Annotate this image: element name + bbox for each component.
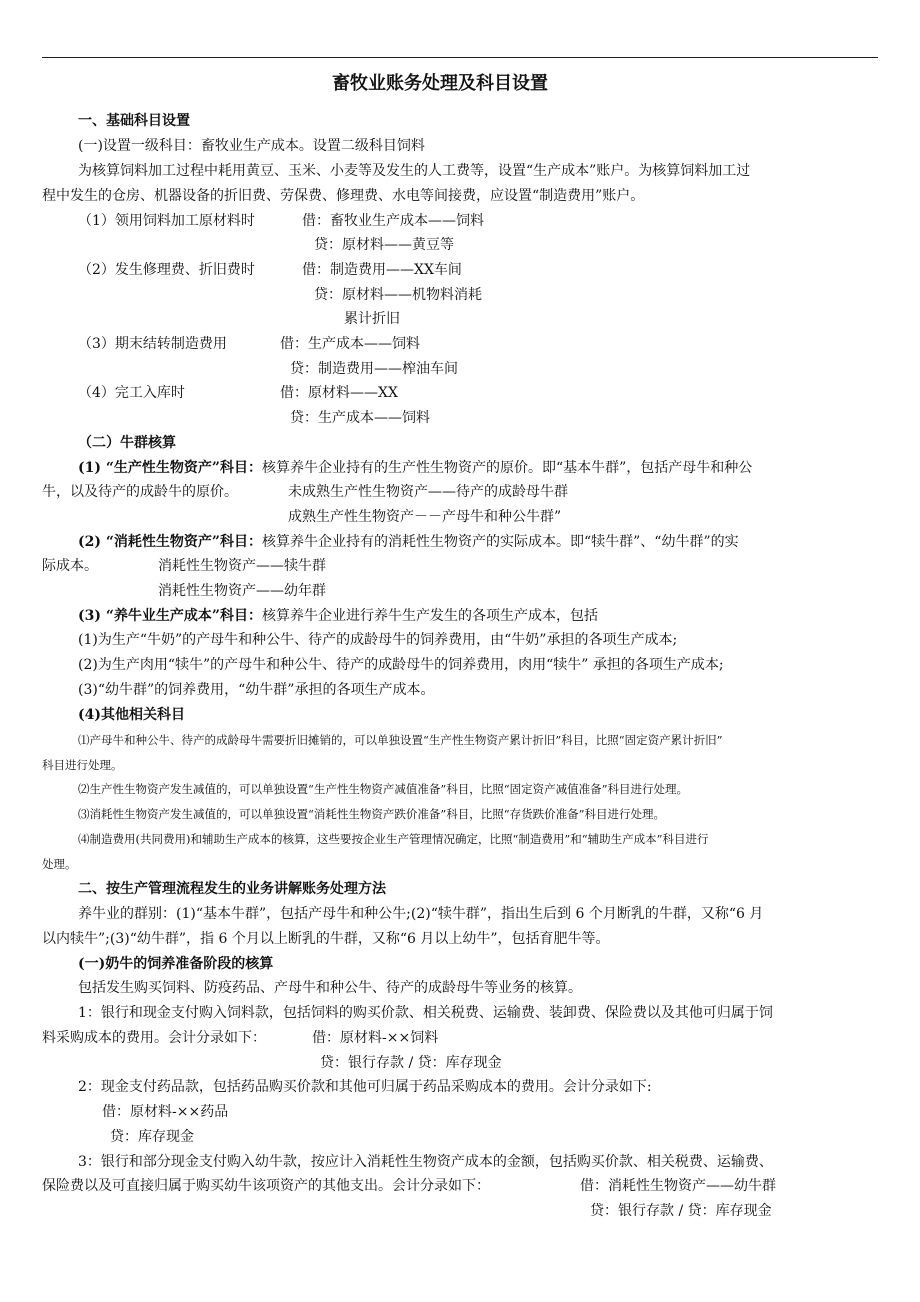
entry1-debit: 借：畜牧业生产成本——饲料 <box>302 213 484 229</box>
s2-sub-heading: (一)奶牛的饲养准备阶段的核算 <box>78 956 274 972</box>
page-title: 畜牧业账务处理及科目设置 <box>332 73 548 94</box>
entry3-label: （3）期末结转制造费用 <box>78 336 227 352</box>
entry2-credit1: 贷：原材料——机物料消耗 <box>314 287 482 303</box>
p1-line2b: 未成熟生产性生物资产——待产的成龄母牛群 <box>288 484 568 500</box>
p3-item2: (2)为生产肉用“犊牛”的产母牛和种公牛、待产的成龄母牛的饲养费用，肉用“犊牛” 承担的各项生产成本; <box>78 657 724 673</box>
p2-text: 核算养牛企业持有的消耗性生物资产的实际成本。即“犊牛群”、“幼牛群”的实 <box>261 534 739 550</box>
section-2-heading: 二、按生产管理流程发生的业务讲解账务处理方法 <box>78 881 386 897</box>
entry1-label: （1）领用饲料加工原材料时 <box>78 213 255 229</box>
p2-line2a: 际成本。 <box>42 558 98 574</box>
p1-line2a: 牛，以及待产的成龄牛的原价。 <box>42 484 238 500</box>
item2-line1: 2：现金支付药品款，包括药品购买价款和其他可归属于药品采购成本的费用。会计分录如下: <box>78 1079 652 1095</box>
item2-credit: 贷：库存现金 <box>110 1129 194 1145</box>
entry2-label: （2）发生修理费、折旧费时 <box>78 262 255 278</box>
item3-line1: 3：银行和部分现金支付购入幼牛款，按应计入消耗性生物资产成本的金额，包括购买价款、相关税费、运输费、 <box>78 1154 773 1170</box>
item1-credit: 贷：银行存款 / 贷：库存现金 <box>320 1055 502 1071</box>
p2-line3: 消耗性生物资产——幼年群 <box>158 583 326 599</box>
header-rule <box>42 57 878 58</box>
item2-debit: 借：原材料-××药品 <box>102 1104 229 1120</box>
s2-sub-intro: 包括发生购买饲料、防疫药品、产母牛和种公牛、待产的成龄母牛等业务的核算。 <box>78 980 582 996</box>
p1-line1 <box>78 458 752 478</box>
note4-line1: ⑷制造费用(共同费用)和辅助生产成本的核算，这些要按企业生产管理情况确定，比照“制造费用”和“辅助生产成本”科目进行 <box>78 832 709 846</box>
entry4-credit: 贷：生产成本——饲料 <box>290 410 430 426</box>
entry3-debit: 借：生产成本——饲料 <box>280 336 420 352</box>
p2-line1 <box>78 532 739 552</box>
p3-item3: (3)“幼牛群”的饲养费用，“幼牛群”承担的各项生产成本。 <box>78 682 435 698</box>
p2-line2b: 消耗性生物资产——犊牛群 <box>158 558 326 574</box>
s2-intro-line2: 以内犊牛”;(3)“幼牛群”，指 6 个月以上断乳的牛群，又称“6 月以上幼牛”，包括育肥牛等。 <box>42 931 610 947</box>
p3-text: 核算养牛企业进行养牛生产发生的各项生产成本，包括 <box>261 608 598 624</box>
p3-item1: (1)为生产“牛奶”的产母牛和种公牛、待产的成龄母牛的饲养费用，由“牛奶”承担的各项生产成本; <box>78 632 678 648</box>
item3-credit: 贷：银行存款 / 贷：库存现金 <box>590 1203 772 1219</box>
note4-line2: 处理。 <box>42 857 77 871</box>
p1-text: 核算养牛企业持有的生产性生物资产的原价。即“基本牛群”，包括产母牛和种公 <box>261 460 753 476</box>
p3-line1 <box>78 606 598 626</box>
item3-debit: 借：消耗性生物资产——幼牛群 <box>580 1178 776 1194</box>
item3-line2: 保险费以及可直接归属于购买幼牛该项资产的其他支出。会计分录如下： <box>42 1178 490 1194</box>
s2-intro-line1: 养牛业的群别：(1)“基本牛群”，包括产母牛和种公牛;(2)“犊牛群”，指出生后到 6 个月断乳的牛群，又称“6 月 <box>78 906 764 922</box>
entry2-debit: 借：制造费用——XX车间 <box>302 262 462 278</box>
para1-line2: 程中发生的仓房、机器设备的折旧费、劳保费、修理费、水电等间接费，应设置“制造费用”账户。 <box>42 188 645 204</box>
entry3-credit: 贷：制造费用——榨油车间 <box>290 361 458 377</box>
item1-line2: 料采购成本的费用。会计分录如下： <box>42 1030 266 1046</box>
subsection-b-heading: （二）牛群核算 <box>78 435 176 451</box>
p1-bold: (1) “生产性生物资产”科目： <box>78 460 262 476</box>
note3: ⑶消耗性生物资产发生减值的，可以单独设置“消耗性生物资产跌价准备”科目，比照“存货跌价准备”科目进行处理。 <box>78 807 666 821</box>
entry2-credit2: 累计折旧 <box>344 311 400 327</box>
p2-bold: (2) “消耗性生物资产”科目： <box>78 534 262 550</box>
p3-bold: (3) “养牛业生产成本”科目： <box>78 608 262 624</box>
entry4-label: （4）完工入库时 <box>78 385 185 401</box>
section-1-heading: 一、基础科目设置 <box>78 113 190 129</box>
subsection-a-line: (一)设置一级科目：畜牧业生产成本。设置二级科目饲料 <box>78 138 425 154</box>
para1-line1: 为核算饲料加工过程中耗用黄豆、玉米、小麦等及发生的人工费等，设置“生产成本”账户。为核算饲料加工过 <box>78 163 751 179</box>
item1-debit: 借：原材料-××饲料 <box>312 1030 439 1046</box>
note1-line2: 科目进行处理。 <box>42 758 123 772</box>
note1-line1: ⑴产母牛和种公牛、待产的成龄母牛需要折旧摊销的，可以单独设置“生产性生物资产累计折旧”科目，比照“固定资产累计折旧” <box>78 733 723 747</box>
entry1-credit: 贷：原材料——黄豆等 <box>314 237 454 253</box>
note2: ⑵生产性生物资产发生减值的，可以单独设置“生产性生物资产减值准备”科目，比照“固定资产减值准备”科目进行处理。 <box>78 782 689 796</box>
p1-line3: 成熟生产性生物资产－－产母牛和种公牛群” <box>288 509 562 525</box>
item1-line1: 1：银行和现金支付购入饲料款，包括饲料的购买价款、相关税费、运输费、装卸费、保险费以及其他可归属于饲 <box>78 1005 773 1021</box>
p4-heading: (4)其他相关科目 <box>78 707 185 723</box>
entry4-debit: 借：原材料——XX <box>280 385 398 401</box>
